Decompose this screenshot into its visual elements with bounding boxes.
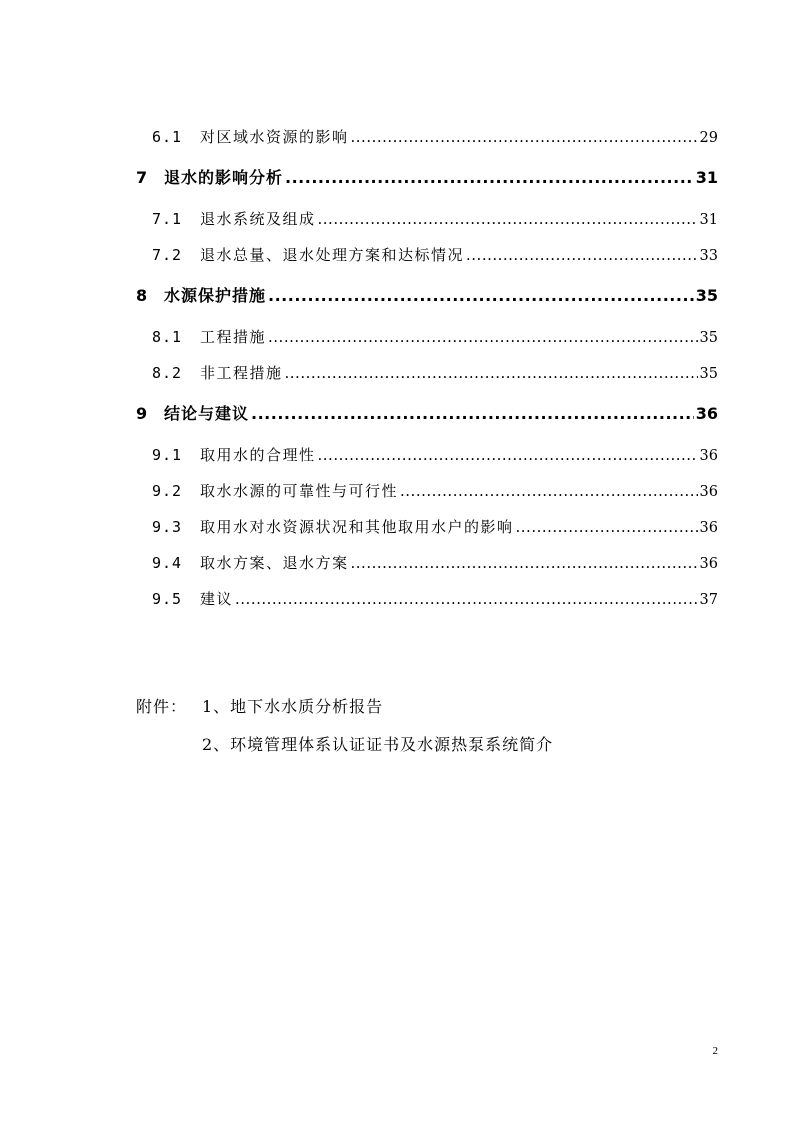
toc-page: 31 xyxy=(699,212,718,228)
toc-number: 7.2 xyxy=(152,246,183,264)
toc-leader-dots xyxy=(318,201,698,237)
toc-title: 取用水对水资源状况和其他取用水户的影响 xyxy=(200,518,514,536)
toc-entry-8-2[interactable] xyxy=(136,355,718,391)
toc-number: 8.1 xyxy=(152,328,183,346)
toc-number: 9.5 xyxy=(152,590,183,608)
toc-entry-9-3[interactable] xyxy=(136,509,718,545)
attachment-item: 1、地下水水质分析报告 xyxy=(202,697,384,716)
toc-page: 29 xyxy=(699,130,718,146)
toc-leader-dots xyxy=(268,319,698,355)
toc-leader-dots xyxy=(516,509,698,545)
toc-leader-dots xyxy=(285,355,698,391)
toc-title: 结论与建议 xyxy=(164,404,250,423)
toc-page: 36 xyxy=(699,484,718,500)
toc-number: 9.1 xyxy=(152,446,183,464)
toc-page: 36 xyxy=(699,520,718,536)
toc-title: 水源保护措施 xyxy=(164,286,267,305)
toc-leader-dots xyxy=(351,119,698,155)
toc-title: 取用水的合理性 xyxy=(200,446,316,464)
toc-number: 9.2 xyxy=(152,482,183,500)
page-number: 2 xyxy=(712,1045,718,1057)
toc-title: 退水系统及组成 xyxy=(200,210,316,228)
toc-entry-9-1[interactable] xyxy=(136,437,718,473)
toc-entry-7-2[interactable] xyxy=(136,237,718,273)
attachment-row xyxy=(136,726,553,764)
toc-number: 8 xyxy=(136,286,148,305)
toc-entry-9-4[interactable] xyxy=(136,545,718,581)
toc-page: 36 xyxy=(699,448,718,464)
toc-entry-7-1[interactable] xyxy=(136,201,718,237)
toc-page: 36 xyxy=(699,556,718,572)
toc-title: 建议 xyxy=(200,590,234,608)
attachment-indent xyxy=(136,726,202,764)
attachment-item: 2、环境管理体系认证证书及水源热泵系统简介 xyxy=(202,735,554,754)
toc-leader-dots xyxy=(400,473,698,509)
toc-entry-7[interactable] xyxy=(136,159,718,197)
toc-title: 对区域水资源的影响 xyxy=(200,128,349,146)
table-of-contents xyxy=(136,119,718,617)
toc-title: 非工程措施 xyxy=(200,364,283,382)
toc-leader-dots xyxy=(318,437,698,473)
toc-title: 退水总量、退水处理方案和达标情况 xyxy=(200,246,465,264)
toc-leader-dots xyxy=(351,545,698,581)
toc-leader-dots xyxy=(251,395,694,433)
toc-leader-dots xyxy=(235,581,698,617)
toc-number: 8.2 xyxy=(152,364,183,382)
toc-number: 9 xyxy=(136,404,148,423)
toc-title: 取水方案、退水方案 xyxy=(200,554,349,572)
toc-page: 35 xyxy=(699,366,718,382)
toc-number: 7.1 xyxy=(152,210,183,228)
toc-entry-9[interactable] xyxy=(136,395,718,433)
toc-number: 9.4 xyxy=(152,554,183,572)
toc-number: 9.3 xyxy=(152,518,183,536)
toc-leader-dots xyxy=(285,159,694,197)
toc-number: 6.1 xyxy=(152,128,183,146)
toc-entry-8-1[interactable] xyxy=(136,319,718,355)
toc-page: 36 xyxy=(695,404,718,423)
attachments-section xyxy=(136,688,553,764)
toc-page: 37 xyxy=(699,592,718,608)
attachments-label: 附件： xyxy=(136,697,188,716)
toc-page: 33 xyxy=(699,248,718,264)
toc-entry-8[interactable] xyxy=(136,277,718,315)
toc-title: 退水的影响分析 xyxy=(164,168,284,187)
toc-leader-dots xyxy=(466,237,698,273)
toc-entry-9-5[interactable] xyxy=(136,581,718,617)
toc-number: 7 xyxy=(136,168,148,187)
toc-entry-6-1[interactable] xyxy=(136,119,718,155)
toc-page: 31 xyxy=(695,168,718,187)
toc-entry-9-2[interactable] xyxy=(136,473,718,509)
toc-page: 35 xyxy=(699,330,718,346)
toc-leader-dots xyxy=(268,277,694,315)
toc-title: 取水水源的可靠性与可行性 xyxy=(200,482,399,500)
attachment-row xyxy=(136,688,553,726)
toc-title: 工程措施 xyxy=(200,328,267,346)
toc-page: 35 xyxy=(695,286,718,305)
